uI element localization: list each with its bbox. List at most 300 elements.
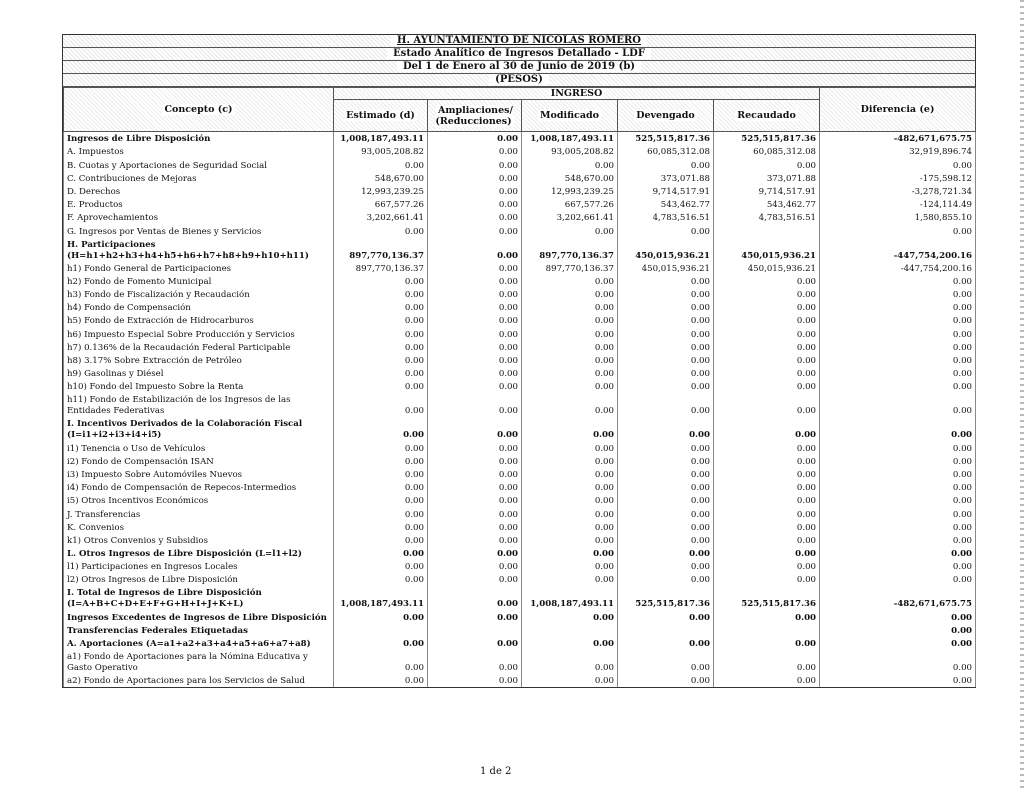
row-devengado: 0.00: [618, 637, 714, 650]
row-modificado: 0.00: [522, 288, 618, 301]
row-ampliaciones: 0.00: [428, 468, 522, 481]
row-modificado: 0.00: [522, 341, 618, 354]
row-recaudado: 0.00: [714, 521, 820, 534]
row-ampliaciones: 0.00: [428, 224, 522, 237]
row-ampliaciones: 0.00: [428, 455, 522, 468]
row-ampliaciones: 0.00: [428, 610, 522, 623]
row-modificado: 0.00: [522, 301, 618, 314]
row-devengado: 0.00: [618, 534, 714, 547]
row-diferencia: 0.00: [820, 288, 976, 301]
row-ampliaciones: 0.00: [428, 380, 522, 393]
row-ampliaciones: 0.00: [428, 534, 522, 547]
row-modificado: 93,005,208.82: [522, 145, 618, 158]
row-recaudado: 0.00: [714, 674, 820, 687]
row-modificado: 0.00: [522, 158, 618, 171]
row-estimado: 0.00: [334, 367, 428, 380]
row-recaudado: 0.00: [714, 507, 820, 520]
row-estimado: 0.00: [334, 441, 428, 454]
row-estimado: 0.00: [334, 534, 428, 547]
row-modificado: 0.00: [522, 521, 618, 534]
row-recaudado: 0.00: [714, 610, 820, 623]
table-row: [64, 560, 976, 573]
row-concepto: J. Transferencias: [64, 507, 334, 520]
col-devengado: Devengado: [618, 100, 714, 132]
row-estimado: 0.00: [334, 275, 428, 288]
row-devengado: 0.00: [618, 158, 714, 171]
row-modificado: 3,202,661.41: [522, 211, 618, 224]
row-devengado: 450,015,936.21: [618, 238, 714, 262]
row-recaudado: [714, 224, 820, 237]
row-diferencia: 0.00: [820, 624, 976, 637]
table-row: [64, 610, 976, 623]
row-diferencia: -3,278,721.34: [820, 185, 976, 198]
col-diferencia: Diferencia (e): [820, 88, 976, 132]
row-modificado: [522, 624, 618, 637]
row-recaudado: 525,515,817.36: [714, 586, 820, 610]
row-diferencia: 0.00: [820, 275, 976, 288]
row-recaudado: 0.00: [714, 650, 820, 674]
row-estimado: 667,577.26: [334, 198, 428, 211]
row-modificado: 0.00: [522, 468, 618, 481]
row-recaudado: 0.00: [714, 547, 820, 560]
income-table: [63, 87, 976, 687]
table-row: [64, 275, 976, 288]
row-estimado: 0.00: [334, 417, 428, 441]
row-estimado: 897,770,136.37: [334, 262, 428, 275]
row-diferencia: 0.00: [820, 380, 976, 393]
row-devengado: 0.00: [618, 224, 714, 237]
row-recaudado: 450,015,936.21: [714, 238, 820, 262]
table-row: [64, 573, 976, 586]
row-estimado: 0.00: [334, 354, 428, 367]
row-ampliaciones: 0.00: [428, 367, 522, 380]
table-row: [64, 674, 976, 687]
row-concepto: i4) Fondo de Compensación de Repecos-Intermedios: [64, 481, 334, 494]
currency-title: (PESOS): [63, 74, 975, 87]
row-recaudado: 525,515,817.36: [714, 132, 820, 146]
table-row: [64, 158, 976, 171]
row-devengado: 525,515,817.36: [618, 586, 714, 610]
row-devengado: 0.00: [618, 301, 714, 314]
table-row: [64, 586, 976, 610]
row-diferencia: 0.00: [820, 547, 976, 560]
table-row: [64, 132, 976, 146]
row-devengado: 9,714,517.91: [618, 185, 714, 198]
row-recaudado: 0.00: [714, 481, 820, 494]
table-body: [64, 132, 976, 688]
row-diferencia: -482,671,675.75: [820, 586, 976, 610]
row-ampliaciones: 0.00: [428, 262, 522, 275]
table-row: [64, 341, 976, 354]
row-modificado: 0.00: [522, 560, 618, 573]
row-estimado: 0.00: [334, 494, 428, 507]
row-ampliaciones: 0.00: [428, 393, 522, 417]
row-diferencia: 0.00: [820, 354, 976, 367]
row-modificado: 0.00: [522, 547, 618, 560]
table-row: [64, 354, 976, 367]
row-recaudado: 9,714,517.91: [714, 185, 820, 198]
row-estimado: 12,993,239.25: [334, 185, 428, 198]
row-estimado: 0.00: [334, 341, 428, 354]
row-devengado: 0.00: [618, 560, 714, 573]
row-diferencia: 0.00: [820, 674, 976, 687]
table-row: [64, 262, 976, 275]
row-recaudado: 0.00: [714, 534, 820, 547]
row-concepto: k1) Otros Convenios y Subsidios: [64, 534, 334, 547]
table-row: [64, 494, 976, 507]
row-recaudado: 0.00: [714, 354, 820, 367]
row-concepto: D. Derechos: [64, 185, 334, 198]
row-diferencia: 0.00: [820, 494, 976, 507]
row-devengado: 4,783,516.51: [618, 211, 714, 224]
row-concepto: L. Otros Ingresos de Libre Disposición (L=l1+l2): [64, 547, 334, 560]
row-devengado: 0.00: [618, 521, 714, 534]
row-concepto: h1) Fondo General de Participaciones: [64, 262, 334, 275]
col-estimado: Estimado (d): [334, 100, 428, 132]
row-devengado: 0.00: [618, 468, 714, 481]
table-row: [64, 624, 976, 637]
row-estimado: 0.00: [334, 468, 428, 481]
table-row: [64, 224, 976, 237]
row-concepto: F. Aprovechamientos: [64, 211, 334, 224]
row-ampliaciones: [428, 624, 522, 637]
row-concepto: B. Cuotas y Aportaciones de Seguridad Social: [64, 158, 334, 171]
row-diferencia: 0.00: [820, 534, 976, 547]
row-estimado: 0.00: [334, 637, 428, 650]
row-modificado: 1,008,187,493.11: [522, 132, 618, 146]
table-row: [64, 417, 976, 441]
row-modificado: 0.00: [522, 573, 618, 586]
row-ampliaciones: 0.00: [428, 573, 522, 586]
col-modificado: Modificado: [522, 100, 618, 132]
table-row: [64, 393, 976, 417]
row-devengado: 0.00: [618, 288, 714, 301]
row-concepto: C. Contribuciones de Mejoras: [64, 172, 334, 185]
row-diferencia: 0.00: [820, 367, 976, 380]
row-estimado: 0.00: [334, 481, 428, 494]
row-recaudado: 450,015,936.21: [714, 262, 820, 275]
col-recaudado: Recaudado: [714, 100, 820, 132]
col-ingreso-group: INGRESO: [334, 88, 820, 100]
row-modificado: 0.00: [522, 650, 618, 674]
row-diferencia: 0.00: [820, 560, 976, 573]
row-devengado: 0.00: [618, 481, 714, 494]
row-ampliaciones: 0.00: [428, 238, 522, 262]
row-devengado: 0.00: [618, 341, 714, 354]
row-diferencia: 0.00: [820, 521, 976, 534]
row-estimado: 3,202,661.41: [334, 211, 428, 224]
row-devengado: 0.00: [618, 674, 714, 687]
row-ampliaciones: 0.00: [428, 288, 522, 301]
row-diferencia: 0.00: [820, 468, 976, 481]
row-estimado: 1,008,187,493.11: [334, 586, 428, 610]
row-concepto: I. Total de Ingresos de Libre Disposición (I=A+B+C+D+E+F+G+H+I+J+K+L): [64, 586, 334, 610]
row-modificado: 0.00: [522, 610, 618, 623]
row-estimado: 0.00: [334, 521, 428, 534]
row-concepto: i3) Impuesto Sobre Automóviles Nuevos: [64, 468, 334, 481]
row-devengado: 0.00: [618, 507, 714, 520]
row-concepto: E. Productos: [64, 198, 334, 211]
row-estimado: 1,008,187,493.11: [334, 132, 428, 146]
table-row: [64, 521, 976, 534]
row-devengado: 0.00: [618, 393, 714, 417]
row-concepto: I. Incentivos Derivados de la Colaboración Fiscal (I=i1+i2+i3+i4+i5): [64, 417, 334, 441]
row-modificado: 1,008,187,493.11: [522, 586, 618, 610]
table-row: [64, 547, 976, 560]
row-diferencia: 0.00: [820, 610, 976, 623]
row-recaudado: 60,085,312.08: [714, 145, 820, 158]
col-ampliaciones: Ampliaciones/ (Reducciones): [428, 100, 522, 132]
row-diferencia: 0.00: [820, 441, 976, 454]
table-row: [64, 172, 976, 185]
scan-edge: [1020, 0, 1024, 791]
row-estimado: 0.00: [334, 455, 428, 468]
table-row: [64, 380, 976, 393]
row-recaudado: 0.00: [714, 393, 820, 417]
row-devengado: 0.00: [618, 573, 714, 586]
row-estimado: 0.00: [334, 327, 428, 340]
table-row: [64, 288, 976, 301]
row-estimado: 93,005,208.82: [334, 145, 428, 158]
row-ampliaciones: 0.00: [428, 327, 522, 340]
row-concepto: i2) Fondo de Compensación ISAN: [64, 455, 334, 468]
row-diferencia: 0.00: [820, 393, 976, 417]
report-title: Estado Analítico de Ingresos Detallado - LDF: [63, 48, 975, 61]
row-recaudado: 0.00: [714, 468, 820, 481]
row-recaudado: 0.00: [714, 314, 820, 327]
row-concepto: A. Impuestos: [64, 145, 334, 158]
row-devengado: 543,462.77: [618, 198, 714, 211]
row-recaudado: 0.00: [714, 637, 820, 650]
row-ampliaciones: 0.00: [428, 301, 522, 314]
row-diferencia: 0.00: [820, 224, 976, 237]
row-modificado: 0.00: [522, 481, 618, 494]
row-recaudado: 0.00: [714, 380, 820, 393]
row-devengado: 0.00: [618, 275, 714, 288]
entity-title: H. AYUNTAMIENTO DE NICOLAS ROMERO: [63, 35, 975, 48]
row-modificado: 0.00: [522, 367, 618, 380]
row-recaudado: 0.00: [714, 158, 820, 171]
table-row: [64, 650, 976, 674]
row-ampliaciones: 0.00: [428, 547, 522, 560]
row-modificado: 0.00: [522, 441, 618, 454]
col-concepto: Concepto (c): [64, 88, 334, 132]
row-concepto: h8) 3.17% Sobre Extracción de Petróleo: [64, 354, 334, 367]
table-row: [64, 637, 976, 650]
row-devengado: 373,071.88: [618, 172, 714, 185]
row-diferencia: 0.00: [820, 314, 976, 327]
row-modificado: 0.00: [522, 380, 618, 393]
row-devengado: 0.00: [618, 354, 714, 367]
row-concepto: K. Convenios: [64, 521, 334, 534]
row-diferencia: -447,754,200.16: [820, 238, 976, 262]
row-ampliaciones: 0.00: [428, 211, 522, 224]
row-diferencia: -175,598.12: [820, 172, 976, 185]
row-concepto: Ingresos Excedentes de Ingresos de Libre Disposición: [64, 610, 334, 623]
row-estimado: 0.00: [334, 650, 428, 674]
row-devengado: 0.00: [618, 314, 714, 327]
table-row: [64, 198, 976, 211]
row-diferencia: 0.00: [820, 158, 976, 171]
row-estimado: 897,770,136.37: [334, 238, 428, 262]
row-modificado: 0.00: [522, 494, 618, 507]
row-estimado: 548,670.00: [334, 172, 428, 185]
row-ampliaciones: 0.00: [428, 145, 522, 158]
row-ampliaciones: 0.00: [428, 198, 522, 211]
row-estimado: 0.00: [334, 314, 428, 327]
row-concepto: a2) Fondo de Aportaciones para los Servicios de Salud: [64, 674, 334, 687]
row-recaudado: 0.00: [714, 275, 820, 288]
row-ampliaciones: 0.00: [428, 521, 522, 534]
row-concepto: i1) Tenencia o Uso de Vehículos: [64, 441, 334, 454]
row-recaudado: [714, 624, 820, 637]
row-modificado: 548,670.00: [522, 172, 618, 185]
table-row: [64, 468, 976, 481]
row-ampliaciones: 0.00: [428, 158, 522, 171]
row-concepto: h9) Gasolinas y Diésel: [64, 367, 334, 380]
row-ampliaciones: 0.00: [428, 354, 522, 367]
row-recaudado: 0.00: [714, 417, 820, 441]
table-row: [64, 455, 976, 468]
row-concepto: G. Ingresos por Ventas de Bienes y Servicios: [64, 224, 334, 237]
row-ampliaciones: 0.00: [428, 185, 522, 198]
row-modificado: 0.00: [522, 327, 618, 340]
row-devengado: 450,015,936.21: [618, 262, 714, 275]
row-devengado: 0.00: [618, 367, 714, 380]
row-estimado: [334, 624, 428, 637]
row-estimado: 0.00: [334, 507, 428, 520]
row-diferencia: 32,919,896.74: [820, 145, 976, 158]
row-diferencia: 1,580,855.10: [820, 211, 976, 224]
table-row: [64, 327, 976, 340]
table-row: [64, 314, 976, 327]
row-devengado: 0.00: [618, 380, 714, 393]
row-diferencia: 0.00: [820, 637, 976, 650]
row-modificado: 12,993,239.25: [522, 185, 618, 198]
row-estimado: 0.00: [334, 393, 428, 417]
row-estimado: 0.00: [334, 610, 428, 623]
row-ampliaciones: 0.00: [428, 132, 522, 146]
row-estimado: 0.00: [334, 158, 428, 171]
row-diferencia: 0.00: [820, 417, 976, 441]
row-recaudado: 0.00: [714, 341, 820, 354]
row-diferencia: 0.00: [820, 301, 976, 314]
row-ampliaciones: 0.00: [428, 441, 522, 454]
row-diferencia: -447,754,200.16: [820, 262, 976, 275]
row-concepto: Ingresos de Libre Disposición: [64, 132, 334, 146]
row-recaudado: 543,462.77: [714, 198, 820, 211]
row-devengado: 0.00: [618, 441, 714, 454]
table-row: [64, 301, 976, 314]
report-sheet: [62, 34, 976, 688]
row-ampliaciones: 0.00: [428, 481, 522, 494]
row-ampliaciones: 0.00: [428, 637, 522, 650]
row-concepto: A. Aportaciones (A=a1+a2+a3+a4+a5+a6+a7+a8): [64, 637, 334, 650]
row-devengado: 0.00: [618, 610, 714, 623]
row-estimado: 0.00: [334, 560, 428, 573]
row-ampliaciones: 0.00: [428, 650, 522, 674]
row-concepto: h3) Fondo de Fiscalización y Recaudación: [64, 288, 334, 301]
row-concepto: h6) Impuesto Especial Sobre Producción y Servicios: [64, 327, 334, 340]
row-recaudado: 0.00: [714, 455, 820, 468]
row-diferencia: -124,114.49: [820, 198, 976, 211]
row-devengado: 0.00: [618, 494, 714, 507]
table-row: [64, 507, 976, 520]
row-recaudado: 0.00: [714, 367, 820, 380]
row-concepto: a1) Fondo de Aportaciones para la Nómina Educativa y Gasto Operativo: [64, 650, 334, 674]
row-diferencia: 0.00: [820, 481, 976, 494]
row-modificado: 0.00: [522, 354, 618, 367]
row-modificado: 897,770,136.37: [522, 238, 618, 262]
row-diferencia: 0.00: [820, 573, 976, 586]
row-estimado: 0.00: [334, 288, 428, 301]
row-modificado: 0.00: [522, 314, 618, 327]
row-concepto: h7) 0.136% de la Recaudación Federal Participable: [64, 341, 334, 354]
table-row: [64, 481, 976, 494]
row-concepto: h2) Fondo de Fomento Municipal: [64, 275, 334, 288]
row-devengado: 0.00: [618, 455, 714, 468]
row-modificado: 0.00: [522, 534, 618, 547]
row-concepto: h4) Fondo de Compensación: [64, 301, 334, 314]
row-modificado: 667,577.26: [522, 198, 618, 211]
row-modificado: 0.00: [522, 417, 618, 441]
row-concepto: i5) Otros Incentivos Económicos: [64, 494, 334, 507]
row-concepto: h11) Fondo de Estabilización de los Ingresos de las Entidades Federativas: [64, 393, 334, 417]
row-modificado: 0.00: [522, 637, 618, 650]
row-concepto: h5) Fondo de Extracción de Hidrocarburos: [64, 314, 334, 327]
row-modificado: 897,770,136.37: [522, 262, 618, 275]
row-concepto: H. Participaciones (H=h1+h2+h3+h4+h5+h6+h7+h8+h9+h10+h11): [64, 238, 334, 262]
table-row: [64, 211, 976, 224]
row-devengado: 0.00: [618, 650, 714, 674]
row-recaudado: 4,783,516.51: [714, 211, 820, 224]
row-ampliaciones: 0.00: [428, 674, 522, 687]
row-ampliaciones: 0.00: [428, 507, 522, 520]
row-diferencia: 0.00: [820, 455, 976, 468]
row-estimado: 0.00: [334, 224, 428, 237]
row-ampliaciones: 0.00: [428, 172, 522, 185]
row-concepto: Transferencias Federales Etiquetadas: [64, 624, 334, 637]
row-diferencia: 0.00: [820, 507, 976, 520]
row-ampliaciones: 0.00: [428, 341, 522, 354]
row-devengado: 60,085,312.08: [618, 145, 714, 158]
row-recaudado: 0.00: [714, 573, 820, 586]
row-recaudado: 0.00: [714, 560, 820, 573]
row-concepto: h10) Fondo del Impuesto Sobre la Renta: [64, 380, 334, 393]
row-diferencia: -482,671,675.75: [820, 132, 976, 146]
row-ampliaciones: 0.00: [428, 275, 522, 288]
row-estimado: 0.00: [334, 301, 428, 314]
row-modificado: 0.00: [522, 674, 618, 687]
row-devengado: 0.00: [618, 417, 714, 441]
table-row: [64, 185, 976, 198]
row-ampliaciones: 0.00: [428, 494, 522, 507]
row-recaudado: 0.00: [714, 301, 820, 314]
row-recaudado: 373,071.88: [714, 172, 820, 185]
row-recaudado: 0.00: [714, 494, 820, 507]
row-modificado: 0.00: [522, 507, 618, 520]
row-estimado: 0.00: [334, 674, 428, 687]
row-concepto: l1) Participaciones en Ingresos Locales: [64, 560, 334, 573]
row-concepto: l2) Otros Ingresos de Libre Disposición: [64, 573, 334, 586]
page-number: 1 de 2: [480, 766, 512, 777]
period-title: Del 1 de Enero al 30 de Junio de 2019 (b): [63, 61, 975, 74]
row-ampliaciones: 0.00: [428, 586, 522, 610]
row-ampliaciones: 0.00: [428, 560, 522, 573]
table-row: [64, 145, 976, 158]
row-recaudado: 0.00: [714, 327, 820, 340]
row-modificado: 0.00: [522, 275, 618, 288]
